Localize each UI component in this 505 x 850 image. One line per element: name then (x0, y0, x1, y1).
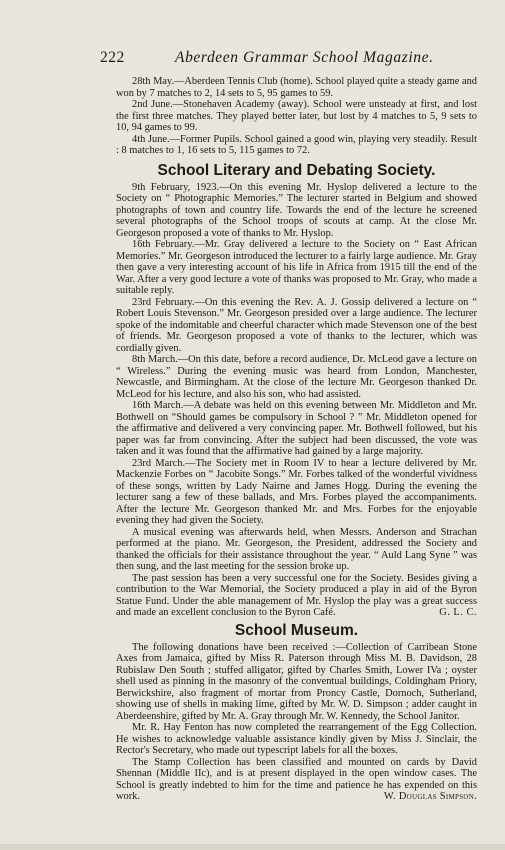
museum-paragraph-final (116, 757, 477, 803)
page-content (116, 76, 477, 803)
page-number: 222 (100, 49, 125, 66)
literary-paragraph: 8th March.—On this date, before a record audience, Dr. McLeod gave a lecture on “ Wireless.” During the evening music was heard from London, Manchester, Newcastle, and Birmingham. At the close of the lecture Mr. Georgeson thanked Dr. McLeod for his lecture, and also his son, who had assisted. (116, 354, 477, 400)
literary-signature: G. L. C. (439, 607, 477, 618)
tennis-paragraph: 2nd June.—Stonehaven Academy (away). School were unsteady at first, and lost the first three matches. They played better later, but lost by 4 matches to 5, 9 sets to 10, 94 games to 99. (116, 99, 477, 133)
museum-paragraph: The following donations have been received :—Collection of Carribean Stone Axes from Jamaica, gifted by Miss R. Paterson through Miss M. B. Davidson, 28 Rubislaw Den South ; stuffed alligator, gifted by Charles Smith, Lower IVa ; oyster shell used as pinning in the masonry of the conventual buildings, Coldingham Priory, Berwickshire, also fragment of mortar from Proncy Castle, Dornoch, Sutherland, showing use of shells in making lime, gifted by Mr. W. D. Simpson ; adder caught in Aberdeenshire, gifted by Mr. A. Gray through Mr. W. Kennedy, the School Janitor. (116, 641, 477, 722)
literary-society-heading: School Literary and Debating Society. (157, 161, 436, 179)
literary-paragraph: 16th March.—A debate was held on this evening between Mr. Middleton and Mr. Bothwell on “Should games be compulsory in School ? ” Mr. Middleton opened for the affirmative and delivered a very convincing paper. Mr. Bothwell followed, but his paper was far from convincing. After the subject had been discussed, the vote was taken and it was found that the affirmative had gained by a large majority. (116, 400, 477, 457)
literary-paragraph: 16th February.—Mr. Gray delivered a lecture to the Society on “ East African Memories.” Mr. Georgeson introduced the lecturer to a fairly large audience. Mr. Gray then gave a very interesting account of his life in Africa from 1915 till the end of the War. After a very good lecture a vote of thanks was proposed to Mr. Gray, who made a suitable reply. (116, 239, 477, 296)
museum-signature: W. Douglas Simpson. (383, 791, 477, 802)
literary-paragraph: 9th February, 1923.—On this evening Mr. Hyslop delivered a lecture to the Society on “ Photographic Memories.” The lecturer started in Belgium and showed photographs of town and country life. Towards the end of the lecture he screened several photographs of the School troops of scouts at camp. At the close Mr. Georgeson proposed a vote of thanks to Mr. Hyslop. (116, 181, 477, 239)
tennis-paragraph: 28th May.—Aberdeen Tennis Club (home). School played quite a steady game and won by 7 matches to 2, 14 sets to 5, 95 games to 59. (116, 76, 477, 99)
literary-paragraph-final (116, 573, 477, 619)
literary-paragraph-text: The past session has been a very successful one for the Society. Besides giving a contribution to the War Memorial, the Society produced a play in aid of the Byron Statue Fund. Under the able management of Mr. Hyslop the play was a great success and made an excellent conclusion to the Byron Café. (116, 572, 477, 618)
page-header (100, 49, 480, 69)
literary-paragraph: A musical evening was afterwards held, when Messrs. Anderson and Strachan performed at the piano. Mr. Georgeson, the President, addressed the Society and thanked the officials for their assistance throughout the year. “ Auld Lang Syne ” was then sung, and the last meeting for the session broke up. (116, 526, 477, 572)
museum-paragraph: Mr. R. Hay Fenton has now completed the rearrangement of the Egg Collection. He wishes to acknowledge valuable assistance kindly given by Miss J. Sinclair, the Rector's Secretary, who made out typescript labels for all the boxes. (116, 722, 477, 756)
literary-paragraph: 23rd February.—On this evening the Rev. A. J. Gossip delivered a lecture on “ Robert Louis Stevenson.” Mr. Georgeson presided over a large audience. The lecturer spoke of the indomitable and cheerful character which made Stevenson one of the best of friends. Mr. Georgeson proposed a vote of thanks to the lecturer, which was cordially given. (116, 296, 477, 354)
literary-paragraph: 23rd March.—The Society met in Room IV to hear a lecture delivered by Mr. Mackenzie Forbes on “ Jacobite Songs.” Mr. Forbes talked of the wonderful vividness of these songs, written by Lady Nairne and James Hogg. During the evening the lecturer sang a few of these ballads, and Mrs. Forbes played the accompaniments. After the lecture Mr. Georgeson thanked Mr. and Mrs. Forbes for the enjoyable evening they had given the Society. (116, 457, 477, 526)
page-bottom-edge (0, 844, 505, 850)
running-title: Aberdeen Grammar School Magazine. (175, 49, 434, 66)
museum-paragraph-text: The Stamp Collection has been classified and mounted on cards by David Shennan (Middle IIc), and is at present displayed in the open window cases. The School is greatly indebted to him for the time and patience he has expended on this work. (116, 756, 477, 802)
museum-heading: School Museum. (234, 621, 359, 639)
tennis-paragraph: 4th June.—Former Pupils. School gained a good win, playing very steadily. Result : 8 matches to 1, 16 sets to 5, 115 games to 72. (116, 133, 477, 156)
